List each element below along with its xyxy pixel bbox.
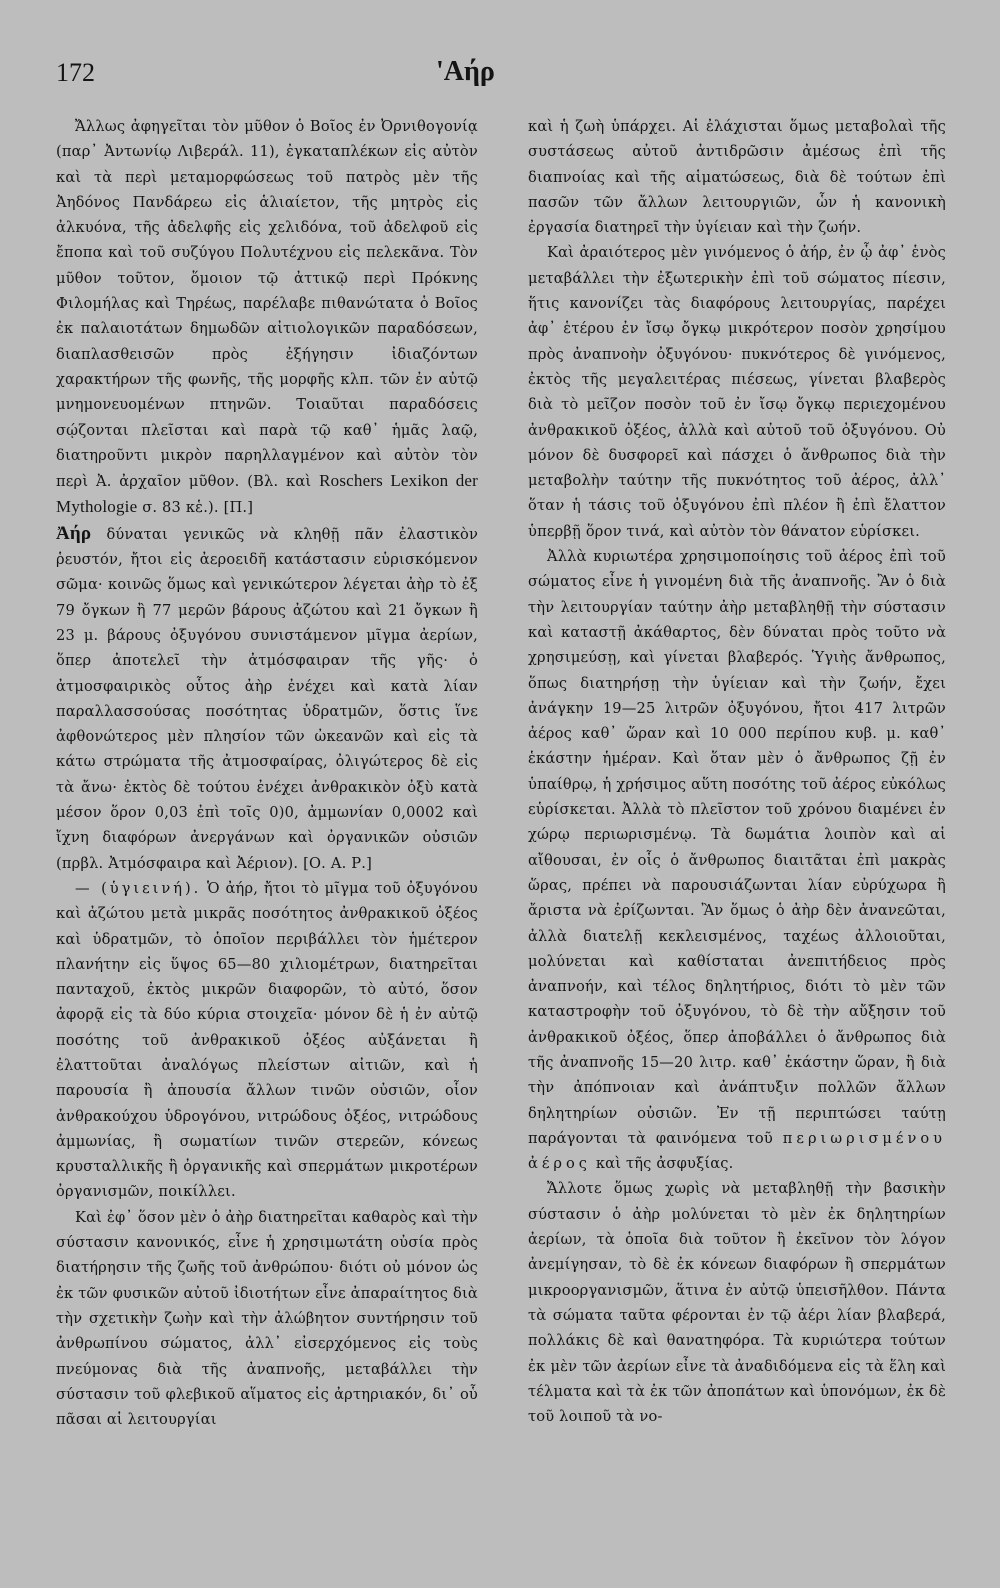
paragraph-text: Καὶ ἐφ᾽ ὅσον μὲν ὁ ἀὴρ διατηρεῖται καθαρὸς καὶ τὴν σύστασιν κανονικός, εἶνε ἡ χρησιμωτάτη οὐσία πρὸς διατήρησιν τῆς ζωῆς τοῦ ἀνθρώπου· διότι οὐ μόνον ὡς ἐκ τῶν φυσικῶν αὐτοῦ ἰδιοτήτων εἶνε ἀπαραίτητος διὰ τὴν σχετικὴν ζωὴν καὶ τὴν ἀλώβητον συντήρησιν τοῦ ἀνθρωπίνου σώματος, ἀλλ᾽ εἰσερχόμενος εἰς τοὺς πνεύμονας διὰ τῆς ἀναπνοῆς, μεταβάλλει τὴν σύστασιν τοῦ φλεβικοῦ αἵματος εἰς ἀρτηριακόν, δι᾽ οὗ πᾶσαι αἱ λειτουργίαι bbox=[56, 1208, 478, 1429]
entry-headword: Ἀήρ bbox=[56, 522, 92, 544]
paragraph-text: Ἄλλως ἀφηγεῖται τὸν μῦθον ὁ Βοῖος ἐν Ὀρνιθογονίᾳ (παρ᾽ Ἀντωνίῳ Λιβεράλ. 11), ἐγκαταπλέκων εἰς αὐτὸν καὶ τὰ περὶ μεταμορφώσεως τοῦ πατρὸς μὲν τῆς Ἀηδόνος Πανδάρεω εἰς ἁλιαίετον, τῆς μητρὸς εἰς ἀλκυόνα, τῆς ἀδελφῆς εἰς χελιδόνα, τοῦ ἀδελφοῦ εἰς ἔποπα καὶ τοῦ συζύγου Πολυτέχνου εἰς πελεκᾶνα. Τὸν μῦθον τοῦτον, ὅμοιον τῷ ἀττικῷ περὶ Πρόκνης Φιλομήλας καὶ Τηρέως, παρέλαβε πιθανώτατα ὁ Βοῖος ἐκ παλαιοτάτων δημωδῶν αἰτιολογικῶν παραδόσεων, διαπλασθεισῶν πρὸς ἐξήγησιν ἰδιαζόντων χαρακτήρων τῆς φωνῆς, τῆς μορφῆς κλπ. τῶν ἐν αὐτῷ μνημονευομένων πτηνῶν. Τοιαῦται παραδόσεις σῴζονται πλεῖσται καὶ παρὰ τῷ καθ᾽ ἡμᾶς λαῷ, διατηροῦντι μικρὸν παρηλλαγμένον καὶ αὐτὸν τὸν περὶ Ἀ. ἀρχαῖον μῦθον. (Βλ. καὶ bbox=[56, 118, 478, 491]
right-column bbox=[528, 114, 946, 1554]
paragraph bbox=[56, 1205, 478, 1433]
paragraph-text: Καὶ ἀραιότερος μὲν γινόμενος ὁ ἀήρ, ἐν ᾧ ἀφ᾽ ἑνὸς μεταβάλλει τὴν ἐξωτερικὴν ἐπὶ τοῦ σώματος πίεσιν, ἥτις κανονίζει τὰς διαφόρους λειτουργίας, παρέχει ἀφ᾽ ἑτέρου ἐν ἴσῳ ὄγκῳ μικρότερον ποσὸν χρησίμου πρὸς ἀναπνοὴν ὀξυγόνου· πυκνότερος δὲ γινόμενος, ἐκτὸς τῆς μεγαλειτέρας πιέσεως, γίνεται βλαβερὸς διὰ τὸ μεῖζον ποσὸν τοῦ ἐν ἴσῳ ὄγκῳ περιεχομένου ἀνθρακικοῦ ὀξέος, ἀλλὰ καὶ αὐτοῦ τοῦ ὀξυγόνου. Οὐ μόνον δὲ δυσφορεῖ καὶ πάσχει ὁ ἄνθρωπος διὰ τὴν μεταβολὴν ταύτην τῆς πυκνότητος τοῦ ἀέρος, ἀλλ᾽ ὅταν ἡ τάσις τοῦ ὀξυγόνου ἐπὶ πλέον ἢ ἐπὶ ἔλαττον ὑπερβῇ ὅρον τινά, καὶ αὐτὸν τὸν θάνατον εὑρίσκει. bbox=[528, 244, 946, 540]
paragraph bbox=[528, 114, 946, 240]
left-column bbox=[56, 114, 478, 1554]
paragraph-text: σ. 83 κἑ.). [Π.] bbox=[142, 499, 254, 517]
paragraph-text: δύναται γενικῶς νὰ κληθῇ πᾶν ἐλαστικὸν ῥευστόν, ἤτοι εἰς ἀεροειδῆ κατάστασιν εὑρισκόμενον σῶμα· κοινῶς ὅμως καὶ γενικώτερον λέγεται ἀὴρ τὸ ἐξ 79 ὄγκων ἢ 77 μερῶν βάρους ἀζώτου καὶ 21 ὄγκων ἢ 23 μ. βάρους ὀξυγόνου συνιστάμενον μῖγμα ἀερίων, ὅπερ ἀποτελεῖ τὴν ἀτμόσφαιραν τῆς γῆς· ὁ ἀτμοσφαιρικὸς οὗτος ἀὴρ ἐνέχει καὶ κατὰ λίαν παραλλασσούσας ποσότητας ὑδρατμῶν, ὅστις ἵνε ἀφθονώτερος μὲν πλησίον τῶν ὠκεανῶν καὶ εἰς τὰ κάτω στρώματα τῆς ἀτμοσφαίρας, ὀλιγώτερος δὲ εἰς τὰ ἄνω· ἐκτὸς δὲ τούτου ἐνέχει ἀνθρακικὸν ὀξὺ κατὰ μέσον ὅρον 0,03 ἐπὶ τοῖς 0)0, ἀμμωνίαν 0,0002 καὶ ἴχνη διαφόρων ἀνεργάνων καὶ ὀργανικῶν οὐσιῶν (πρβλ. Ἀτμόσφαιρα καὶ Ἀέριον). [Ο. Α. Ρ.] bbox=[56, 525, 478, 872]
text-columns bbox=[56, 114, 946, 1554]
paragraph bbox=[528, 240, 946, 544]
paragraph-text: Ὁ ἀήρ, ἤτοι τὸ μῖγμα τοῦ ὀξυγόνου καὶ ἀζώτου μετὰ μικρᾶς ποσότητος ἀνθρακικοῦ ὀξέος καὶ ὑδρατμῶν, τὸ ὁποῖον περιβάλλει τὸν ἡμέτερον πλανήτην εἰς ὕψος 65—80 χιλιομέτρων, διατηρεῖται πανταχοῦ, ἐκτὸς μικρῶν διαφορῶν, τὸ αὐτό, ὅσον ἀφορᾷ εἰς τὰ δύο κύρια στοιχεῖα· μόνον δὲ ἡ ἐν αὐτῷ ποσότης τοῦ ἀνθρακικοῦ ὀξέος αὐξάνεται ἢ ἐλαττοῦται ἀναλόγως πλείστων αἰτιῶν, καὶ ἡ παρουσία ἢ ἀπουσία ἄλλων τινῶν οὐσιῶν, οἷον ἀνθρακούχου ὑδρογόνου, νιτρώδους ὀξέος, νιτρώδους ἀμμωνίας, ἢ σωματίων τινῶν στερεῶν, κόνεως κρυσταλλικῆς ἢ ὀργανικῆς καὶ σπερμάτων μικροτέρων ὀργανισμῶν, ποικίλλει. bbox=[56, 879, 478, 1201]
page-header bbox=[56, 58, 944, 98]
paragraph-text: Ἀλλὰ κυριωτέρα χρησιμοποίησις τοῦ ἀέρος ἐπὶ τοῦ σώματος εἶνε ἡ γινομένη διὰ τῆς ἀναπνοῆς. Ἂν ὁ διὰ τὴν λειτουργίαν ταύτην ἀὴρ μεταβληθῇ τὴν σύστασιν καὶ καταστῇ ἀκάθαρτος, δὲν δύναται πρὸς τοῦτο νὰ χρησιμεύσῃ, καὶ γίνεται βλαβερός. Ὑγιὴς ἄνθρωπος, ὅπως διατηρήσῃ τὴν ὑγίειαν καὶ τὴν ζωήν, ἔχει ἀνάγκην 19—25 λιτρῶν ὀξυγόνου, ἤτοι 417 λιτρῶν ἀέρος καθ᾽ ὥραν καὶ 10 000 περίπου κυβ. μ. καθ᾽ ἑκάστην ἡμέραν. Καὶ ὅταν μὲν ὁ ἄνθρωπος ζῇ ἐν ὑπαίθρῳ, ἡ χρήσιμος αὕτη ποσότης τοῦ ἀέρος εὐκόλως εὑρίσκεται. Ἀλλὰ τὸ πλεῖστον τοῦ χρόνου διαμένει ἐν χώρῳ περιωρισμένῳ. Τὰ δωμάτια λοιπὸν καὶ αἱ αἴθουσαι, ἐν οἷς ὁ ἄνθρωπος διαιτᾶται ἐπὶ μακρὰς ὥρας, πρέπει νὰ παρουσιάζωνται λίαν εὐρύχωρα ἢ ἄριστα νὰ ἐρίζωνται. Ἂν ὅμως ὁ ἀὴρ δὲν ἀνανεῶται, ἀλλὰ διατελῇ κεκλεισμένος, ταχέως ἀλλοιοῦται, μολύνεται καὶ καθίσταται ἀνεπιτήδειος πρὸς ἀναπνοήν, καὶ τέλος δηλητήριος, διότι τὸ μὲν τῶν καταστροφὴν τοῦ ὀξυγόνου, τὸ δὲ τὴν αὔξησιν τοῦ ἀνθρακικοῦ ὀξέος, ὅπερ ἀποβάλλει ὁ ἄνθρωπος διὰ τῆς ἀναπνοῆς 15—20 λιτρ. καθ᾽ ἑκάστην ὥραν, ἢ διὰ τὴν ἀπόπνοιαν καὶ ἀνάπτυξιν πολλῶν ἄλλων δηλητηρίων οὐσιῶν. Ἐν τῇ περιπτώσει ταύτῃ παράγονται τὰ φαινόμενα τοῦ bbox=[528, 548, 946, 1147]
paragraph-text: καὶ τῆς ἀσφυξίας. bbox=[595, 1155, 734, 1173]
paragraph bbox=[528, 1176, 946, 1429]
latin-reference: Roschers Lexikon der Mythologie bbox=[56, 471, 478, 517]
spaced-term: περιωρισμένου ἀέρος bbox=[528, 1129, 946, 1173]
entry-paragraph bbox=[56, 521, 478, 876]
paragraph bbox=[56, 114, 478, 521]
paragraph bbox=[528, 544, 946, 1176]
paragraph-text: Ἄλλοτε ὅμως χωρὶς νὰ μεταβληθῇ τὴν βασικὴν σύστασιν ὁ ἀὴρ μολύνεται τὸ μὲν ἐκ δηλητηρίων ἀερίων, τὰ ὁποῖα διὰ τοῦτον ἢ ἐκεῖνον τὸν λόγον ἀνεμίγησαν, τὸ δὲ ἐκ κόνεων διαφόρων ἢ σπερμάτων μικροοργανισμῶν, ἅτινα ἐν αὐτῷ ὑπεισῆλθον. Πάντα τὰ σώματα ταῦτα φέρονται ἐν τῷ ἀέρι λίαν βλαβερά, πολλάκις δὲ καὶ θανατηφόρα. Τὰ κυριώτερα τούτων ἐκ μὲν τῶν ἀερίων εἶνε τὰ ἀναδιδόμενα εἰς τὰ ἕλη καὶ τέλματα καὶ τὰ ἐκ τῶν ἀποπάτων καὶ ὑπονόμων, ἐκ δὲ τοῦ λοιποῦ τὰ νο- bbox=[528, 1180, 946, 1426]
page-number: 172 bbox=[56, 58, 95, 87]
running-head: 'Αήρ bbox=[436, 56, 495, 87]
subentry-heading: — (ὑγιεινή). bbox=[74, 879, 202, 897]
paragraph-text: καὶ ἡ ζωὴ ὑπάρχει. Αἱ ἐλάχισται ὅμως μεταβολαὶ τῆς συστάσεως αὐτοῦ ἀντιδρῶσιν ἀμέσως ἐπὶ τῆς διαπνοίας καὶ τῆς αἱματώσεως, διὰ δὲ τούτων ἐπὶ πασῶν τῶν ἄλλων λειτουργιῶν, ὧν ἡ κανονικὴ ἐργασία διατηρεῖ τὴν ὑγίειαν καὶ τὴν ζωήν. bbox=[528, 118, 946, 237]
subentry-paragraph bbox=[56, 876, 478, 1205]
